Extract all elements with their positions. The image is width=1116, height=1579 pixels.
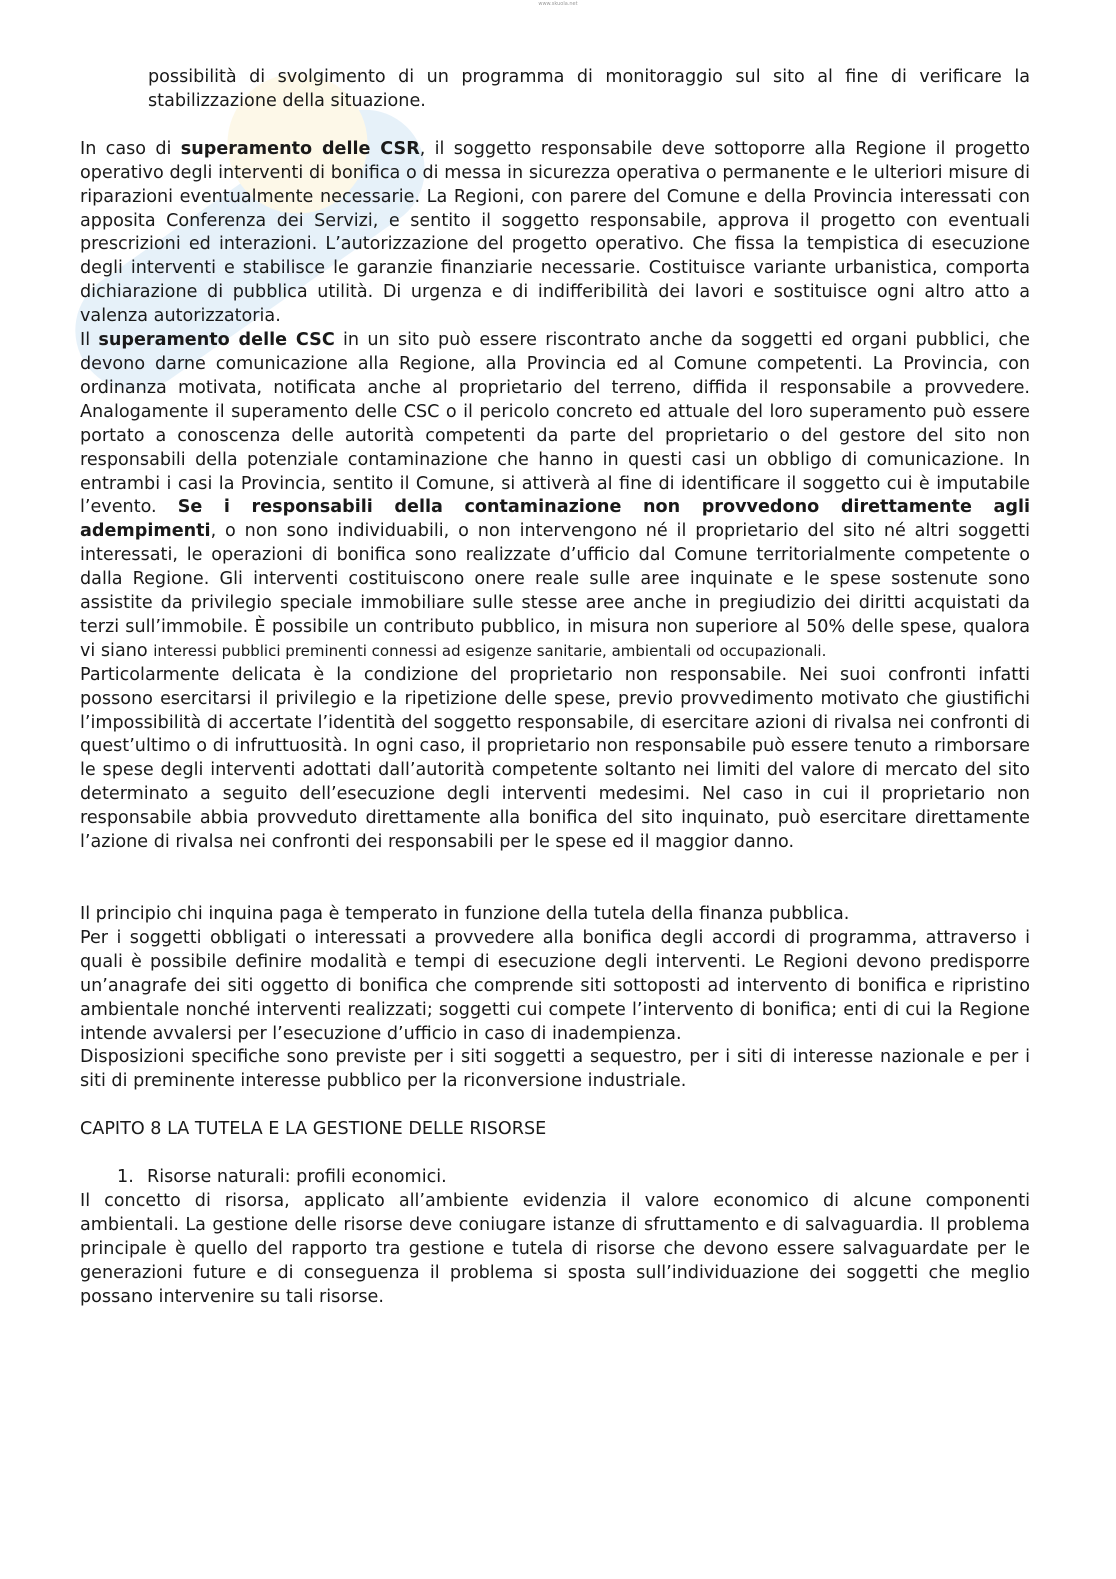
paragraph-proprietario: Particolarmente delicata è la condizione del proprietario non responsabile. Nei suoi confronti infatti possono esercitarsi il privilegio e la ripetizione delle spese, previo provvedimento motivato che giustifichi l’impossibilità di accertate l’identità del soggetto responsabile, di esercitare azioni di rivalsa nei confronti di quest’ultimo o di infruttuosità. In ogni caso, il proprietario non responsabile può essere tenuto a rimborsare le spese degli interventi adottati dall’autorità competente soltanto nei limiti del valore di mercato del sito determinato a seguito dell’esecuzione degli interventi medesimi. Nel caso in cui il proprietario non responsabile abbia provveduto direttamente alla bonifica del sito inquinato, può esercitare direttamente l’azione di rivalsa nei confronti dei responsabili per le spese ed il maggior danno. (80, 664, 1030, 853)
chapter-heading: CAPITO 8 LA TUTELA E LA GESTIONE DELLE RISORSE (80, 1119, 547, 1140)
paragraph-monitoring: possibilità di svolgimento di un programma di monitoraggio sul sito al fine di verificare la stabilizzazione della situazione. (148, 67, 1030, 111)
paragraph-principio: Il principio chi inquina paga è temperato in funzione della tutela della finanza pubblica. (80, 904, 850, 924)
paragraph-disposizioni: Disposizioni specifiche sono previste per i siti soggetti a sequestro, per i siti di interesse nazionale e per i siti di preminente interesse pubblico per la riconversione industriale. (80, 1047, 1030, 1092)
header-mark: www.skuola.net (538, 1, 578, 7)
paragraph-accordi: Per i soggetti obbligati o interessati a provvedere alla bonifica degli accordi di programma, attraverso i quali è possibile definire modalità e tempi di esecuzione degli interventi. Le Regioni devono predisporre un’anagrafe dei siti oggetto di bonifica che comprende siti sottoposti ad intervento di bonifica e ripristino ambientale nonché interventi realizzati; soggetti cui compete l’intervento di bonifica; enti di cui la Regione intende avvalersi per l’esecuzione d’ufficio in caso di inadempienza. (80, 927, 1030, 1044)
bold-csr: superamento delle CSR (180, 138, 420, 159)
bold-csc: superamento delle CSC (98, 330, 335, 351)
bold-responsabili: Se i responsabili della contaminazione non provvedono direttamente agli adempimenti (80, 497, 1030, 542)
document-body (80, 66, 1030, 1310)
paragraph-csc: Il superamento delle CSC in un sito può essere riscontrato anche da soggetti ed organi pubblici, che devono darne comunicazione alla Regione, alla Provincia ed al Comune competenti. La Provincia, con ordinanza motivata, notificata anche al proprietario del terreno, diffida il responsabile a provvedere. Analogamente il superamento delle CSC o il pericolo concreto ed attuale del loro superamento può essere portato a conoscenza delle autorità competenti da parte del proprietario o del gestore del sito non responsabili della potenziale contaminazione che hanno in questi casi un obbligo di comunicazione. In entrambi i casi la Provincia, sentito il Comune, si attiverà al fine di identificare il soggetto cui è imputabile l’evento. Se i responsabili della contaminazione non provvedono direttamente agli adempimenti, o non sono individuabili, o non intervengono né il proprietario del sito né altri soggetti interessati, le operazioni di bonifica sono realizzate d’ufficio dal Comune territorialmente competente o dalla Regione. Gli interventi costituiscono onere reale sulle aree inquinate e le spese sostenute sono assistite da privilegio speciale immobiliare sulle stesse aree anche in pregiudizio dei diritti acquistati da terzi sull’immobile. È possibile un contributo pubblico, in misura non superiore al 50% delle spese, qualora vi siano interessi pubblici preminenti connessi ad esigenze sanitarie, ambientali od occupazionali. (80, 330, 1031, 661)
list-item: 1. Risorse naturali: profili economici. (117, 1167, 447, 1188)
paragraph-csr: In caso di superamento delle CSR, il soggetto responsabile deve sottoporre alla Regione il progetto operativo degli interventi di bonifica o di messa in sicurezza operativa o permanente e le ulteriori misure di riparazioni eventualmente necessarie. La Regioni, con parere del Comune e della Provincia interessati con apposita Conferenza dei Servizi, e sentito il soggetto responsabile, approva il progetto con eventuali prescrizioni ed interazioni. L’autorizzazione del progetto operativo. Che fissa la tempistica di esecuzione degli interventi e stabilisce le garanzie finanziarie necessarie. Costituisce variante urbanistica, comporta dichiarazione di pubblica utilità. Di urgenza e di indifferibilità dei lavori e sostituisce ogni altro atto a valenza autorizzatoria. (80, 138, 1030, 327)
paragraph-risorsa: Il concetto di risorsa, applicato all’ambiente evidenzia il valore economico di alcune componenti ambientali. La gestione delle risorse deve coniugare istanze di sfruttamento e di salvaguardia. Il problema principale è quello del rapporto tra gestione e tutela di risorse che devono essere salvaguardate per le generazioni future e di conseguenza il problema si sposta sull’individuazione dei soggetti che meglio possano intervenire su tali risorse. (80, 1191, 1030, 1307)
